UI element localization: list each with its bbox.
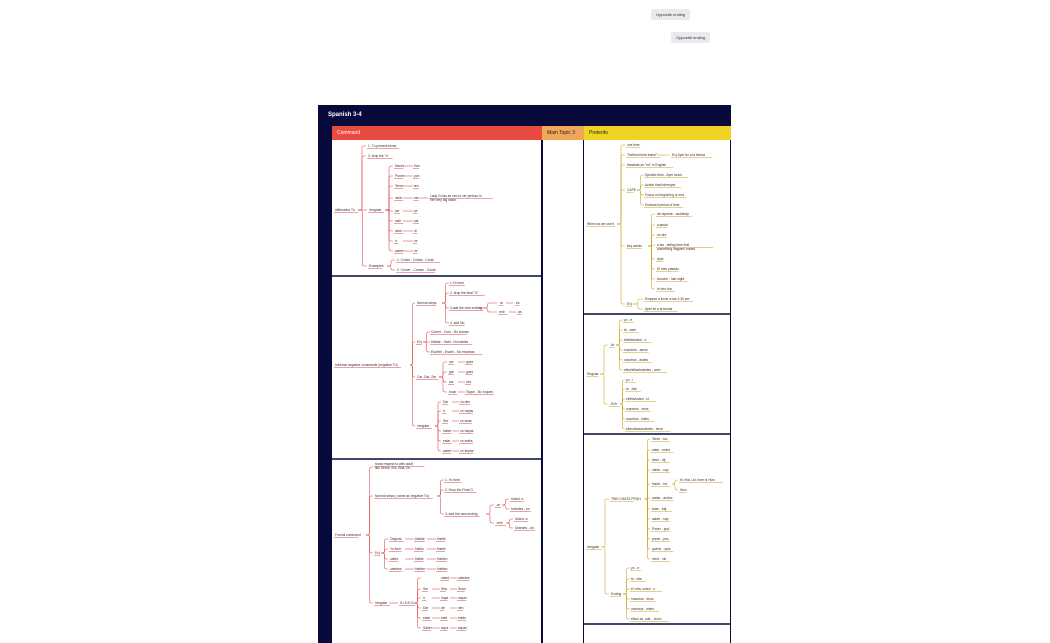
aff-verb-8[interactable]: saber bbox=[395, 249, 404, 253]
twd-item-8[interactable]: Poder - pud bbox=[652, 527, 670, 531]
twd-item-0[interactable]: Tener - tuv bbox=[652, 437, 668, 441]
irr-ending-3[interactable]: nosotros - imos bbox=[631, 597, 654, 601]
when-ex[interactable]: Ex) bbox=[627, 302, 632, 306]
formal-ex-h-0[interactable]: Original bbox=[390, 537, 402, 541]
neg-irr-verb-5[interactable]: saber bbox=[443, 449, 452, 453]
formal-erir-ustedes[interactable]: Ustedes - an bbox=[515, 526, 534, 530]
reg-ar-4[interactable]: vosotros - asteis bbox=[624, 358, 649, 362]
board-title: Spanish 3-4 bbox=[328, 112, 362, 118]
sides-usted-5[interactable]: sepa bbox=[441, 626, 449, 630]
twd-item-1[interactable]: estar - estuv bbox=[652, 448, 671, 452]
aff-verb-1[interactable]: Poner bbox=[395, 174, 404, 178]
sides-ustedes-3[interactable]: den bbox=[458, 606, 464, 610]
sides-usted-3[interactable]: dé bbox=[441, 606, 445, 610]
reg-ar-3[interactable]: nosotros - amos bbox=[624, 348, 648, 352]
cape-item-3[interactable]: Enclosed period of time bbox=[645, 203, 680, 207]
neg-example-2[interactable]: Escribir - Escrib - No escribas bbox=[431, 350, 475, 354]
aff-form-6[interactable]: di bbox=[414, 229, 417, 233]
neg-step-2[interactable]: 3.add the new ending bbox=[450, 306, 482, 310]
aff-form-7[interactable]: ve bbox=[414, 239, 418, 243]
keyword-5[interactable]: El mes pasado bbox=[657, 267, 679, 271]
neg-ending-ar[interactable]: ar bbox=[500, 301, 503, 305]
formal-respect[interactable]: show respect to with adult like Señor, Sra, Srta, Dr... bbox=[375, 462, 413, 471]
aff-form-3[interactable]: ven bbox=[414, 196, 420, 200]
formal-ex-b-2[interactable]: Hablen bbox=[437, 557, 448, 561]
when-one-time[interactable]: one time bbox=[627, 143, 640, 147]
sides-usted-4[interactable]: esté bbox=[441, 616, 448, 620]
formal-ex-h-3[interactable]: ustedes bbox=[390, 567, 402, 571]
hacer-hizo[interactable]: Hizo bbox=[680, 488, 687, 492]
formal-ar-usted[interactable]: Usted- e bbox=[511, 497, 524, 501]
formal-ex-a-0[interactable]: Hablar bbox=[415, 537, 425, 541]
neg-irr-verb-0[interactable]: Dar bbox=[443, 400, 449, 404]
irr-ending-4[interactable]: vosotros - isteis bbox=[631, 607, 654, 611]
reg-erir-4[interactable]: vosotros - isteis bbox=[626, 417, 649, 421]
irr-ending-2[interactable]: él, ella, usted - o bbox=[631, 587, 656, 591]
reg-ar-1[interactable]: tú - aste bbox=[624, 328, 636, 332]
sides-usted-0[interactable]: usted bbox=[441, 576, 450, 580]
aff-verb-4[interactable]: ser bbox=[395, 209, 400, 213]
keyword-7[interactable]: el otro día bbox=[657, 287, 672, 291]
reg-ar-0[interactable]: yo - é bbox=[624, 318, 633, 322]
aff-form-4[interactable]: sé bbox=[414, 209, 418, 213]
when-defined-ex[interactable]: Ex) Ayer fui a la tienda bbox=[672, 153, 705, 157]
keyword-4[interactable]: Ayer bbox=[657, 257, 664, 261]
twd-item-10[interactable]: querer - quis bbox=[652, 547, 671, 551]
regular-ar[interactable]: -Ar bbox=[610, 343, 615, 347]
keyword-0[interactable]: de repente - suddenly bbox=[657, 212, 689, 216]
regular-erir[interactable]: -Er/Ir bbox=[610, 402, 618, 406]
formal-ex-h-2[interactable]: usted bbox=[390, 557, 399, 561]
formal-ex-b-1[interactable]: Hable bbox=[437, 547, 446, 551]
affirmative-irregular[interactable]: Irregular bbox=[369, 208, 382, 212]
sides-verb-3[interactable]: Dar bbox=[423, 606, 429, 610]
cgz-form-3[interactable]: Toque - No toques bbox=[466, 390, 493, 394]
twd-item-9[interactable]: poner - pus bbox=[652, 537, 669, 541]
irr-ending-1[interactable]: tú - iste bbox=[631, 577, 642, 581]
irregular-pret-root[interactable]: Irregular bbox=[587, 545, 600, 549]
neg-ending-erir[interactable]: er/ir bbox=[499, 310, 505, 314]
formal-ex-a-2[interactable]: Hable bbox=[415, 557, 424, 561]
reg-erir-3[interactable]: nosotros - imos bbox=[626, 407, 649, 411]
opposite-ending-label-1[interactable]: Opposite ending bbox=[651, 9, 690, 20]
sides-ustedes-5[interactable]: sepan bbox=[458, 626, 467, 630]
twd-item-3[interactable]: caber - cup bbox=[652, 468, 669, 472]
when-ex-2[interactable]: Ayer fui a la tienda bbox=[645, 307, 673, 311]
negative-ex[interactable]: Ex) bbox=[417, 340, 422, 344]
keyword-1[interactable]: cuando bbox=[657, 223, 668, 227]
irr-ending-0[interactable]: yo - e bbox=[631, 566, 640, 570]
command-column-header[interactable]: Command bbox=[332, 126, 542, 140]
sides-usted-2[interactable]: Vaya bbox=[441, 596, 449, 600]
formal-normal-steps[interactable]: Normal steps ( same as negative Tú) bbox=[375, 494, 429, 498]
formal-ex-h-1[interactable]: Yo form bbox=[390, 547, 402, 551]
aff-verb-2[interactable]: Tener bbox=[395, 184, 404, 188]
affirmative-step-1[interactable]: 1. Tú present tense bbox=[368, 144, 397, 148]
formal-ex-b-0[interactable]: Hable bbox=[437, 537, 446, 541]
aff-example-1[interactable]: 1. Cortar - Cortas - Corta bbox=[397, 258, 434, 262]
negative-irregular[interactable]: irregular bbox=[417, 424, 430, 428]
neg-irr-form-3[interactable]: no hayas bbox=[460, 429, 474, 433]
aff-form-2[interactable]: ten bbox=[414, 184, 419, 188]
aff-verb-5[interactable]: salir bbox=[395, 219, 402, 223]
car-gar-zar[interactable]: Car, Gar, Zar bbox=[417, 375, 437, 379]
neg-step-0[interactable]: 1.Yo form bbox=[450, 281, 464, 285]
aff-verb-3[interactable]: venir bbox=[395, 196, 403, 200]
aff-form-8[interactable]: ve bbox=[414, 249, 418, 253]
neg-irr-verb-3[interactable]: haber bbox=[443, 429, 452, 433]
neg-irr-form-0[interactable]: no des bbox=[460, 400, 470, 404]
sides-ustedes-4[interactable]: estén bbox=[458, 616, 467, 620]
formal-command-root[interactable]: Formal command bbox=[335, 533, 361, 537]
neg-irr-verb-4[interactable]: estar bbox=[443, 439, 451, 443]
cgz-form-2[interactable]: ces bbox=[466, 380, 472, 384]
formal-step-0[interactable]: 1. Yo form bbox=[445, 478, 460, 482]
neg-ending-as[interactable]: as bbox=[518, 310, 522, 314]
key-words[interactable]: key words bbox=[627, 244, 642, 248]
cgz-verb-1[interactable]: gar bbox=[449, 370, 454, 374]
neg-irr-form-2[interactable]: no seas bbox=[460, 419, 472, 423]
reg-erir-1[interactable]: tú - iste bbox=[626, 387, 637, 391]
aff-verb-6[interactable]: decir bbox=[395, 229, 403, 233]
twd-item-5[interactable]: andar - anduv bbox=[652, 496, 673, 500]
cgz-verb-2[interactable]: zar bbox=[449, 380, 454, 384]
twd-item-11[interactable]: venir - vin bbox=[652, 557, 667, 561]
sides-verb-2[interactable]: Ir bbox=[423, 596, 426, 600]
neg-irr-form-5[interactable]: no sepas bbox=[460, 449, 474, 453]
cgz-form-1[interactable]: guez bbox=[466, 370, 474, 374]
hacer-note[interactable]: él, ella, Ud. form is Hizo bbox=[680, 478, 715, 482]
formal-ex[interactable]: Ex) bbox=[375, 551, 380, 555]
aff-form-0[interactable]: Haz bbox=[414, 164, 420, 168]
reg-erir-2[interactable]: él/ella/usted - ió bbox=[626, 397, 650, 401]
regular-root[interactable]: Regular bbox=[587, 372, 599, 376]
when-root[interactable]: When do we use it bbox=[587, 222, 615, 226]
cape[interactable]: CAPE bbox=[627, 188, 636, 192]
formal-ar-ustedes[interactable]: Ustedes - en bbox=[511, 507, 530, 511]
sides-ustedes-2[interactable]: vayan bbox=[458, 596, 467, 600]
neg-step-1[interactable]: 2. drop the final "O" bbox=[450, 291, 479, 295]
twd-item-4[interactable]: hacer - hic bbox=[652, 482, 668, 486]
neg-ending-es[interactable]: es bbox=[516, 301, 520, 305]
sides-mnemonic[interactable]: S.I.D.E.S bbox=[400, 601, 414, 605]
reg-ar-5[interactable]: ellos/ellas/ustedes - aron bbox=[624, 368, 661, 372]
formal-step-2[interactable]: 3. add the new ending bbox=[445, 512, 478, 516]
cape-item-0[interactable]: Specific time - Ayer lunch bbox=[645, 173, 682, 177]
neg-irr-form-4[interactable]: no estés bbox=[460, 439, 473, 443]
aff-verb-7[interactable]: ir bbox=[395, 239, 397, 243]
formal-erir[interactable]: -er/ir bbox=[496, 521, 503, 525]
sides-usted-1[interactable]: Sea bbox=[441, 587, 447, 591]
formal-erir-usted[interactable]: Usted- a bbox=[515, 517, 528, 521]
negative-tu-root[interactable]: Informal negative commands (negative Tú) bbox=[335, 363, 398, 367]
neg-example-1[interactable]: Hablar - Habl - No hables bbox=[431, 340, 469, 344]
sides-ustedes-1[interactable]: Sean bbox=[458, 587, 466, 591]
cgz-verb-3[interactable]: tocar bbox=[449, 390, 457, 394]
main-topic-3-header[interactable]: Main Topic 3 bbox=[542, 126, 584, 140]
when-translate[interactable]: translate as "ed" in English bbox=[627, 163, 667, 167]
formal-ex-b-3[interactable]: Hablen bbox=[437, 567, 448, 571]
twd-item-6[interactable]: traer - traj bbox=[652, 507, 667, 511]
neg-irr-form-1[interactable]: no vayas bbox=[460, 409, 474, 413]
lady-g-mnemonic[interactable]: Lady G has sir ven to ver pintoso in her very big salon. bbox=[430, 194, 482, 203]
neg-irr-verb-1[interactable]: Ir bbox=[443, 409, 446, 413]
irr-ending-5[interactable]: ellos/ as, uds. - ieron bbox=[631, 617, 662, 621]
keyword-6[interactable]: Anoche - last night bbox=[657, 277, 685, 281]
preterito-column-header[interactable]: Preterito bbox=[584, 126, 731, 140]
keyword-2[interactable]: un día bbox=[657, 233, 667, 237]
neg-example-0[interactable]: Comer - Com - No comas bbox=[431, 330, 469, 334]
twd-item-2[interactable]: decir - dij bbox=[652, 458, 666, 462]
cgz-form-0[interactable]: quez bbox=[466, 360, 474, 364]
cape-item-2[interactable]: Focus on beginning or end bbox=[645, 193, 685, 197]
twd-chats-ppqh[interactable]: TWD CHATS PPQH bbox=[611, 497, 641, 501]
keyword-3[interactable]: a las - telling time that something happen/ ended bbox=[657, 243, 696, 252]
sides-verb-1[interactable]: Ser bbox=[423, 587, 429, 591]
neg-irr-verb-2[interactable]: Ser bbox=[443, 419, 449, 423]
irregular-ending[interactable]: Ending bbox=[611, 592, 622, 596]
aff-form-1[interactable]: pon bbox=[414, 174, 420, 178]
opposite-ending-label-2[interactable]: Opposite ending bbox=[671, 32, 710, 43]
sides-verb-5[interactable]: Saber bbox=[423, 626, 432, 630]
formal-ex-a-3[interactable]: Hablen bbox=[415, 567, 426, 571]
aff-form-5[interactable]: sal bbox=[414, 219, 419, 223]
formal-irregular[interactable]: Irregular bbox=[375, 601, 388, 605]
reg-erir-5[interactable]: ellos/ellas/ustedes - ieron bbox=[626, 427, 664, 431]
affirmative-tu-root[interactable]: affirmative Tú bbox=[335, 208, 355, 212]
cgz-verb-0[interactable]: car bbox=[449, 360, 454, 364]
twd-item-7[interactable]: saber - sup bbox=[652, 517, 669, 521]
when-defined[interactable]: "Defined time frame" bbox=[627, 153, 658, 157]
aff-example-2[interactable]: 2. Comer - Comes - Come bbox=[397, 268, 436, 272]
cape-item-1[interactable]: Action that interrupts bbox=[645, 183, 676, 187]
when-ex-1[interactable]: Empezó a llover a las 4:30 pm bbox=[645, 297, 690, 301]
formal-ar[interactable]: -ar bbox=[496, 503, 501, 507]
neg-step-3[interactable]: 4. add No bbox=[450, 321, 465, 325]
affirmative-step-2[interactable]: 2. drop the "s" bbox=[368, 154, 389, 158]
sides-verb-4[interactable]: estar bbox=[423, 616, 431, 620]
affirmative-examples[interactable]: Examples bbox=[369, 264, 384, 268]
formal-step-1[interactable]: 2. Drop the Final O bbox=[445, 488, 473, 492]
aff-verb-0[interactable]: Hacer bbox=[395, 164, 404, 168]
sides-ustedes-0[interactable]: ustedes bbox=[458, 576, 470, 580]
negative-normal-steps[interactable]: Normal steps bbox=[417, 301, 437, 305]
reg-erir-0[interactable]: yo - í bbox=[626, 378, 634, 382]
formal-ex-a-1[interactable]: Hablo bbox=[415, 547, 424, 551]
reg-ar-2[interactable]: él/ella/usted - ó bbox=[624, 338, 647, 342]
